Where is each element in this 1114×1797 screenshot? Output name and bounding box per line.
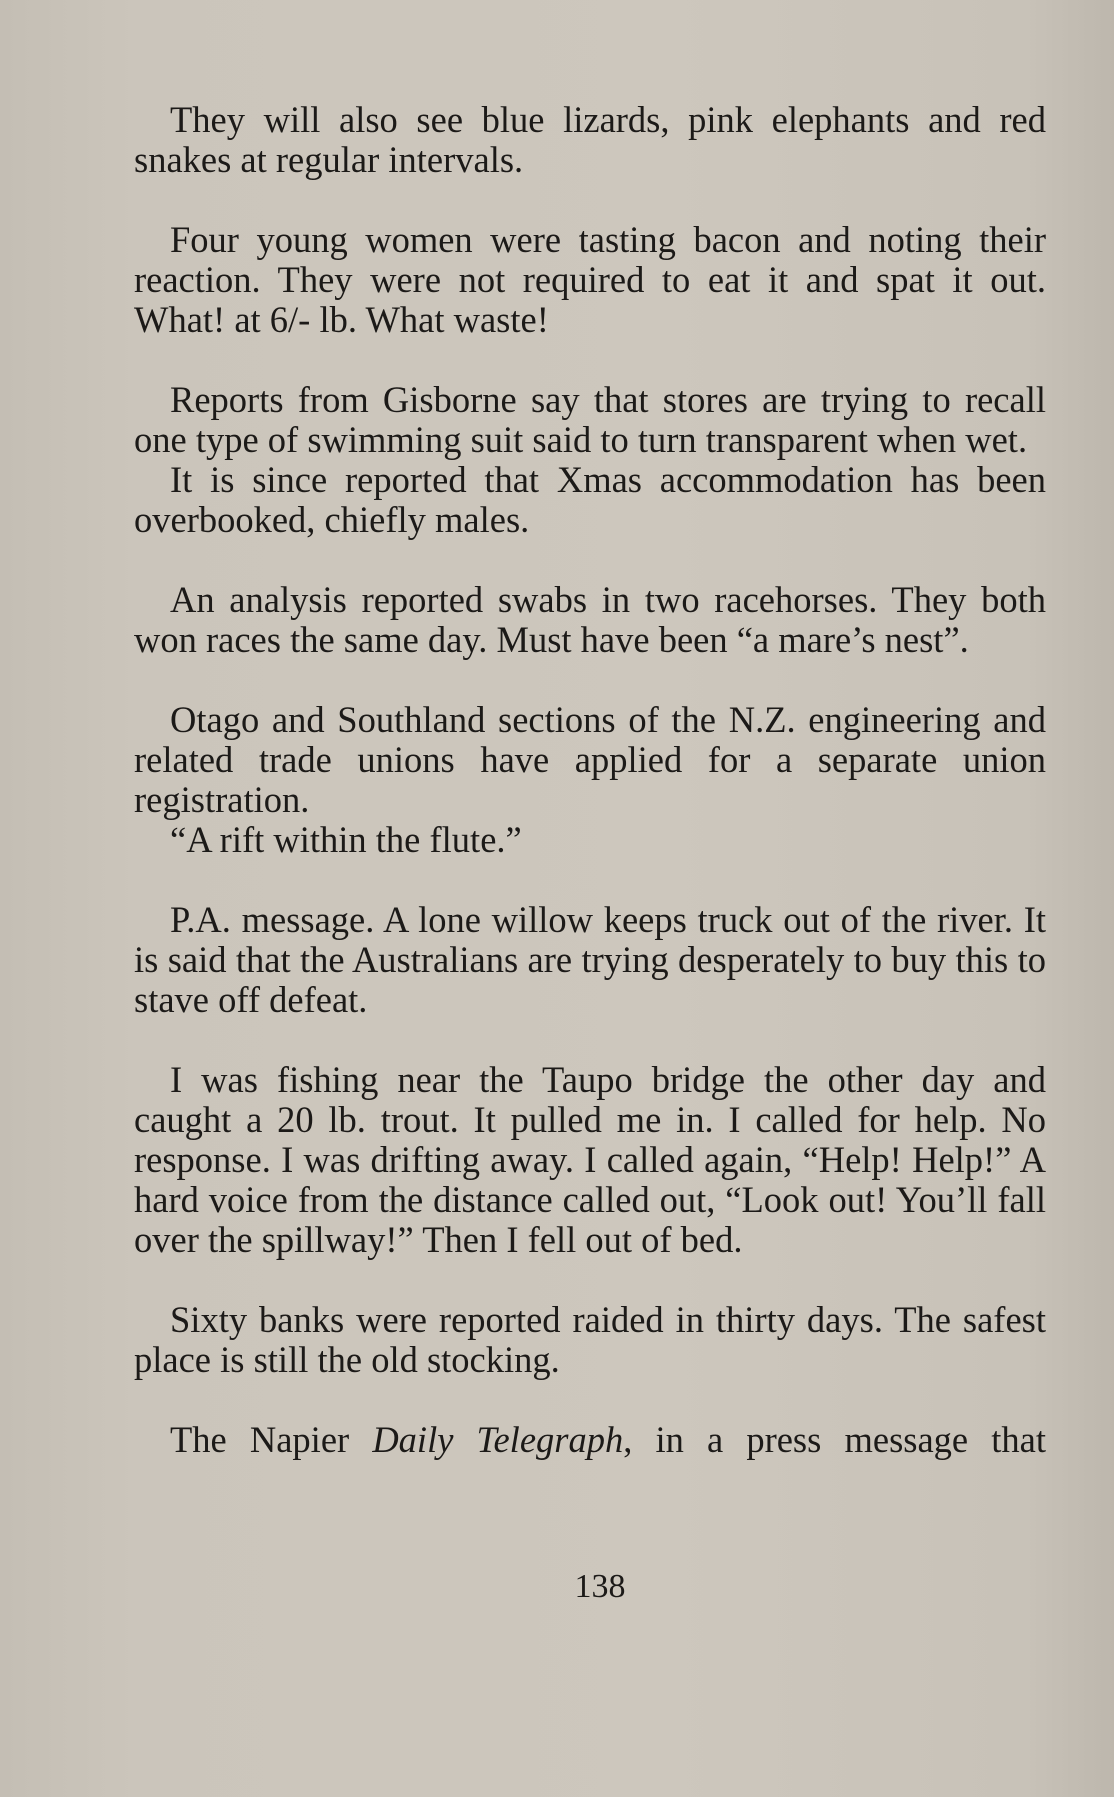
paragraph-taupo: I was fishing near the Taupo bridge the other day and caught a 20 lb. trout. It pulled me in. I called for help. No response. I was drifting away. I called again, “Help! Help!” A hard voice from the distance called out, “Look out! You’ll fall over the spillway!” Then I fell out of bed. xyxy=(134,1059,1046,1260)
newspaper-title: Daily Telegraph xyxy=(372,1419,624,1460)
paragraph-gisborne: Reports from Gisborne say that stores are trying to recall one type of swimming suit said to turn transparent when wet. xyxy=(134,379,1046,460)
paragraph-banks: Sixty banks were reported raided in thirty days. The safest place is still the old stocking. xyxy=(134,1299,1046,1380)
paragraph-lizards: They will also see blue lizards, pink elephants and red snakes at regular intervals. xyxy=(134,99,1046,180)
paragraph-willow: P.A. message. A lone willow keeps truck out of the river. It is said that the Australians are trying desperately to buy this to stave off defeat. xyxy=(134,899,1046,1020)
paragraph-otago: Otago and Southland sections of the N.Z. engineering and related trade unions have applied for a separate union registration. xyxy=(134,699,1046,820)
paragraph-napier xyxy=(134,1420,1046,1460)
paragraph-racehorses: An analysis reported swabs in two racehorses. They both won races the same day. Must have been “a mare’s nest”. xyxy=(134,579,1046,660)
paragraph-xmas: It is since reported that Xmas accommodation has been overbooked, chiefly males. xyxy=(134,459,1046,540)
page-number: 138 xyxy=(574,1568,626,1605)
paragraph-bacon: Four young women were tasting bacon and noting their reaction. They were not required to eat it and spat it out. What! at 6/- lb. What waste! xyxy=(134,219,1046,340)
napier-text-before: The Napier xyxy=(170,1419,373,1460)
paragraph-rift: “A rift within the flute.” xyxy=(170,819,522,860)
body-text xyxy=(134,100,1046,1460)
napier-text-after: , in a press message that xyxy=(623,1419,1046,1460)
